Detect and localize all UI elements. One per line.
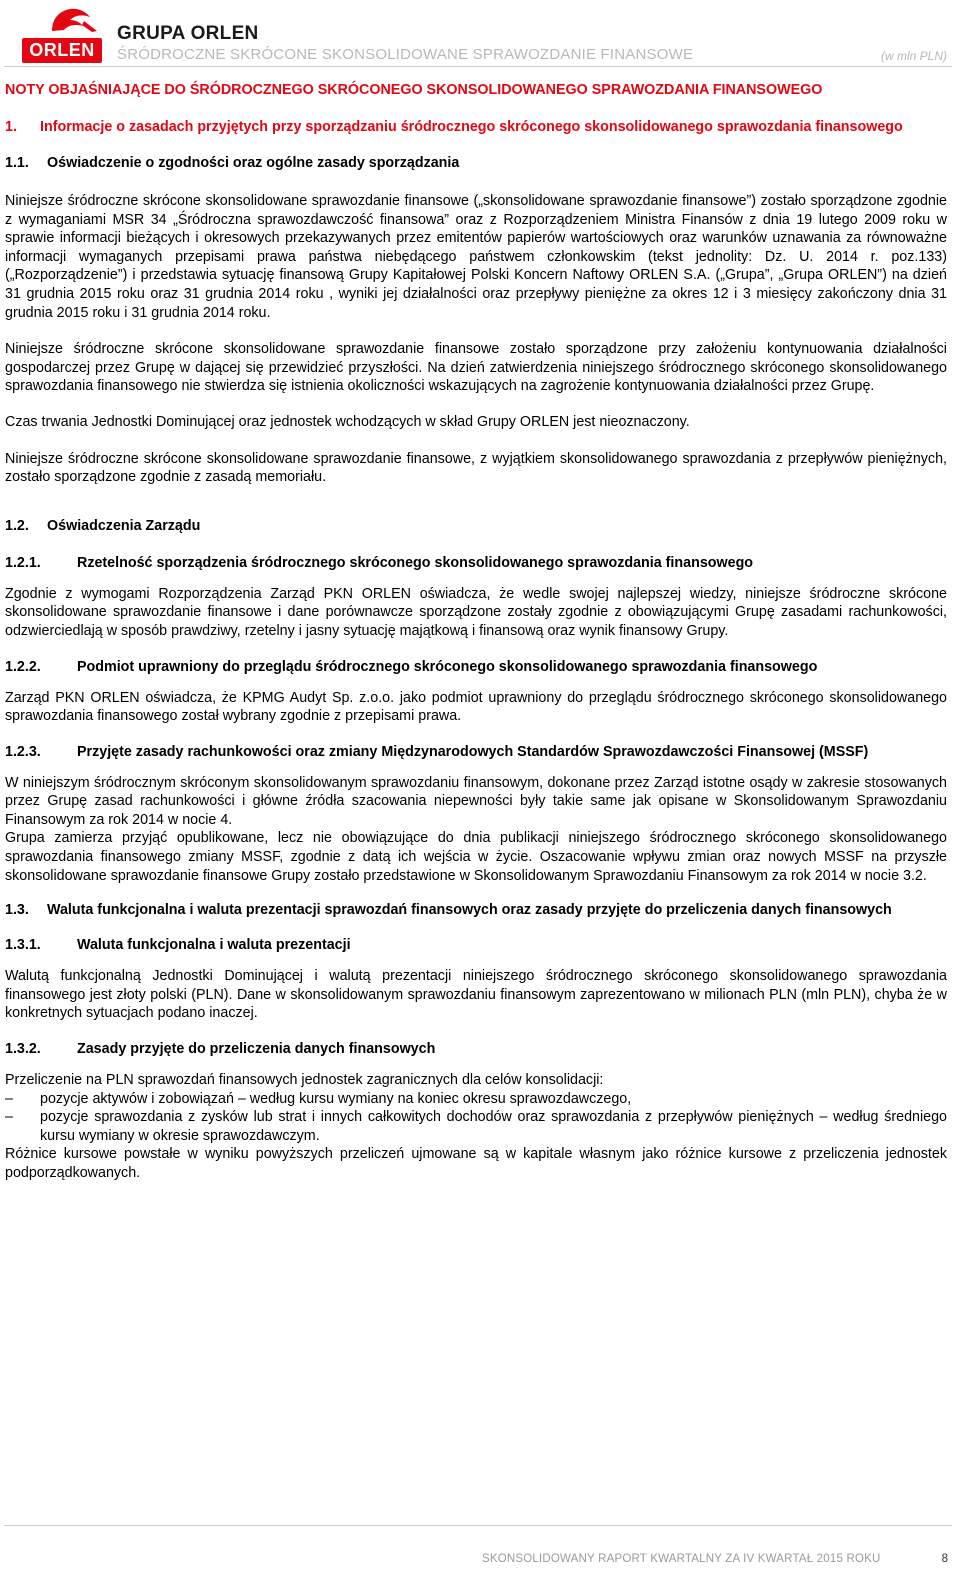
section-1-2-2-heading bbox=[5, 658, 947, 677]
section-number: 1.2.2. bbox=[5, 658, 41, 675]
section-title: Informacje o zasadach przyjętych przy sporządzaniu śródrocznego skróconego skonsolidowanego sprawozdania finansowego bbox=[40, 119, 903, 135]
list-item: – pozycje aktywów i zobowiązań – według kursu wymiany na koniec okresu sprawozdawczego, bbox=[5, 1090, 947, 1109]
footer-divider bbox=[4, 1525, 952, 1526]
paragraph: Niniejsze śródroczne skrócone skonsolidowane sprawozdanie finansowe zostało sporządzone przy założeniu kontynuowania działalności gospodarczej przez Grupę w dającej się przewidzieć przyszłości. Na dzień zatwierdzenia niniejszego śródrocznego skróconego skonsolidowanego sprawozdania finansowego nie stwierdza się istnienia okoliczności wskazujących na zagrożenie kontynuowania działalności przez Grupę. bbox=[5, 341, 947, 395]
company-name: GRUPA ORLEN bbox=[117, 23, 259, 44]
section-number: 1.3.1. bbox=[5, 937, 41, 954]
section-number: 1.2.1. bbox=[5, 554, 41, 571]
list-item: – pozycje sprawozdania z zysków lub strat i innych całkowitych dochodów oraz sprawozdania z przepływów pieniężnych – według średniego kursu wymiany w okresie sprawozdawczym. bbox=[5, 1108, 947, 1145]
section-title: Oświadczenia Zarządu bbox=[47, 517, 201, 534]
section-title: Przyjęte zasady rachunkowości oraz zmiany Międzynarodowych Standardów Sprawozdawczości Finansowej (MSSF) bbox=[77, 743, 869, 760]
section-number: 1.3.2. bbox=[5, 1041, 41, 1058]
document-body bbox=[5, 80, 947, 1183]
paragraph: Grupa zamierza przyjąć opublikowane, lecz nie obowiązujące do dnia publikacji niniejszego śródrocznego skróconego skonsolidowanego sprawozdania finansowego zmiany MSSF, zgodnie z datą ich wejścia w życie. Oszacowanie wpływu zmian oraz nowych MSSF na przyszłe skonsolidowane sprawozdanie finansowe Grupy zostało przedstawione w Skonsolidowanym Sprawozdaniu Finansowym za rok 2014 w nocie 3.2. bbox=[5, 830, 947, 884]
logo-text: ORLEN bbox=[29, 40, 95, 60]
section-title: Oświadczenie o zgodności oraz ogólne zasady sporządzania bbox=[47, 155, 460, 171]
paragraph: Zgodnie z wymogami Rozporządzenia Zarząd PKN ORLEN oświadcza, że wedle swojej najlepszej wiedzy, niniejsze śródroczne skrócone skonsolidowane sprawozdanie finansowe i dane porównawcze sporządzone zostały zgodnie z obowiązującymi Grupę zasadami rachunkowości, odzwierciedlają w sposób prawdziwy, rzetelny i jasny sytuację majątkową i finansową oraz wynik finansowy Grupy. bbox=[5, 585, 947, 639]
section-title: Podmiot uprawniony do przeglądu śródrocznego skróconego skonsolidowanego sprawozdania finansowego bbox=[77, 658, 818, 675]
paragraph: W niniejszym śródrocznym skróconym skonsolidowanym sprawozdaniu finansowym, dokonane przez Zarząd istotne osądy w zakresie stosowanych przez Grupę zasad rachunkowości i główne źródła szacowania niepewności były takie same jak opisane w Skonsolidowanym Sprawozdaniu Finansowym za rok 2014 w nocie 4. bbox=[5, 774, 947, 828]
section-number: 1. bbox=[5, 119, 17, 135]
section-1-3-2-heading bbox=[5, 1040, 947, 1059]
paragraph: Walutą funkcjonalną Jednostki Dominującej i walutą prezentacji niniejszego śródrocznego skróconego skonsolidowanego sprawozdania finansowego jest złoty polski (PLN). Dane w skonsolidowanym sprawozdaniu finansowym zaprezentowano w milionach PLN (mln PLN), chyba że w konkretnych sytuacjach podano inaczej. bbox=[5, 968, 947, 1022]
paragraph: Niniejsze śródroczne skrócone skonsolidowane sprawozdanie finansowe („skonsolidowane sprawozdanie finansowe”) zostało sporządzone zgodnie z wymaganiami MSR 34 „Śródroczna sprawozdawczość finansowa” oraz z Rozporządzeniem Ministra Finansów z dnia 19 lutego 2009 roku w sprawie informacji bieżących i okresowych przekazywanych przez emitentów papierów wartościowych oraz warunków uznawania za równoważne informacji wymaganych przepisami prawa państwa niebędącego państwem członkowskim (tekst jednolity: Dz. U. 2014 r. poz.133) („Rozporządzenie”) i przedstawia sytuację finansową Grupy Kapitałowej Polski Koncern Naftowy ORLEN S.A. („Grupa”, „Grupa ORLEN”) na dzień 31 grudnia 2015 roku oraz 31 grudnia 2014 roku , wyniki jej działalności oraz przepływy pieniężne za okres 12 i 3 miesięcy zakończony dnia 31 grudnia 2015 roku i 31 grudnia 2014 roku. bbox=[5, 193, 947, 321]
section-1-1-heading bbox=[5, 154, 947, 173]
section-1-2-heading bbox=[5, 517, 947, 536]
header-divider bbox=[4, 66, 952, 67]
paragraph: Czas trwania Jednostki Dominującej oraz jednostek wchodzących w skład Grupy ORLEN jest nieoznaczony. bbox=[5, 413, 690, 430]
section-title: Zasady przyjęte do przeliczenia danych finansowych bbox=[77, 1041, 436, 1058]
paragraph: Przeliczenie na PLN sprawozdań finansowych jednostek zagranicznych dla celów konsolidacji: bbox=[5, 1072, 604, 1089]
section-1-2-3-heading bbox=[5, 743, 947, 762]
section-title: Waluta funkcjonalna i waluta prezentacji sprawozdań finansowych oraz zasady przyjęte do przeliczenia danych finansowych bbox=[47, 902, 892, 919]
section-number: 1.2. bbox=[5, 517, 29, 534]
section-1-3-heading bbox=[5, 901, 947, 920]
section-number: 1.2.3. bbox=[5, 743, 41, 760]
footer-text: SKONSOLIDOWANY RAPORT KWARTALNY ZA IV KWARTAŁ 2015 ROKU bbox=[482, 1553, 881, 1565]
section-title: Waluta funkcjonalna i waluta prezentacji bbox=[77, 937, 351, 954]
page-number: 8 bbox=[941, 1553, 948, 1565]
notes-title: NOTY OBJAŚNIAJĄCE DO ŚRÓDROCZNEGO SKRÓCONEGO SKONSOLIDOWANEGO SPRAWOZDANIA FINANSOWEGO bbox=[5, 82, 823, 98]
paragraph: Zarząd PKN ORLEN oświadcza, że KPMG Audyt Sp. z.o.o. jako podmiot uprawniony do przeglądu śródrocznego skróconego skonsolidowanego sprawozdania finansowego został wybrany zgodnie z przepisami prawa. bbox=[5, 689, 947, 725]
unit-label: (w mln PLN) bbox=[880, 49, 947, 63]
section-number: 1.1. bbox=[5, 155, 29, 171]
section-1-2-1-heading bbox=[5, 554, 947, 573]
section-title: Rzetelność sporządzenia śródrocznego skróconego skonsolidowanego sprawozdania finansowego bbox=[77, 554, 754, 571]
paragraph: Niniejsze śródroczne skrócone skonsolidowane sprawozdanie finansowe, z wyjątkiem skonsolidowanego sprawozdania z przepływów pieniężnych, zostało sporządzone zgodnie z zasadą memoriału. bbox=[5, 450, 947, 486]
section-1-heading bbox=[5, 118, 947, 137]
section-number: 1.3. bbox=[5, 902, 29, 919]
dash-list bbox=[5, 1090, 947, 1146]
paragraph: Różnice kursowe powstałe w wyniku powyższych przeliczeń ujmowane są w kapitale własnym jako różnice kursowe z przeliczenia jednostek podporządkowanych. bbox=[5, 1146, 947, 1181]
section-1-3-1-heading bbox=[5, 936, 947, 955]
page-header bbox=[0, 0, 960, 70]
orlen-logo bbox=[22, 5, 102, 63]
report-title: ŚRÓDROCZNE SKRÓCONE SKONSOLIDOWANE SPRAWOZDANIE FINANSOWE bbox=[117, 46, 694, 63]
